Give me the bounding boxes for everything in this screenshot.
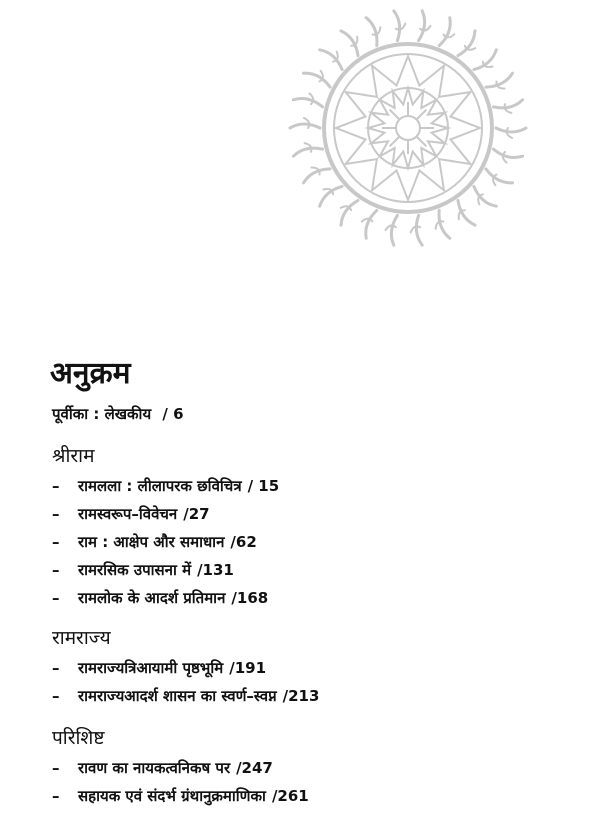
entry-title: रामलला : लीलापरक छविचित्र bbox=[78, 477, 242, 495]
dash-marker: – bbox=[52, 505, 60, 523]
page-title: अनुक्रम bbox=[50, 356, 131, 391]
toc-entry bbox=[52, 472, 572, 500]
section-parishisht bbox=[52, 724, 572, 810]
entry-title: सहायक एवं संदर्भ ग्रंथानुक्रमाणिका bbox=[78, 787, 266, 805]
toc-entry bbox=[52, 754, 572, 782]
ornament-part bbox=[304, 169, 331, 183]
ornament-part bbox=[458, 31, 475, 56]
dash-marker: – bbox=[52, 561, 60, 579]
entry-title: रामराज्यत्रिआयामी पृष्ठभूमि bbox=[78, 659, 224, 677]
entry-title: रामराज्यआदर्श शासन का स्वर्ण–स्वप्न bbox=[78, 687, 277, 705]
sun-mandala-icon bbox=[284, 4, 532, 252]
entry-title: रामस्वरूप–विवेचन bbox=[78, 505, 178, 523]
ornament-part bbox=[439, 210, 450, 238]
preface-page: / 6 bbox=[162, 405, 184, 423]
ornament-part bbox=[368, 88, 448, 168]
dash-marker: – bbox=[52, 589, 60, 607]
ornament-part bbox=[486, 73, 513, 87]
ornament-part bbox=[334, 54, 482, 202]
ornament-part bbox=[390, 137, 400, 147]
entry-page: /261 bbox=[271, 787, 309, 805]
ornament-part bbox=[417, 137, 427, 147]
dash-marker: – bbox=[52, 787, 60, 805]
entry-page: /213 bbox=[282, 687, 320, 705]
ornament-part bbox=[304, 73, 331, 87]
ornament-part bbox=[396, 116, 420, 140]
dash-marker: – bbox=[52, 759, 60, 777]
toc-entry bbox=[52, 556, 572, 584]
ornament-part bbox=[439, 18, 450, 46]
section-heading: रामराज्य bbox=[52, 627, 111, 649]
entry-page: /191 bbox=[229, 659, 267, 677]
toc-entry bbox=[52, 654, 572, 682]
toc-entry bbox=[52, 528, 572, 556]
dash-marker: – bbox=[52, 659, 60, 677]
entry-page: /27 bbox=[183, 505, 210, 523]
entry-list bbox=[52, 654, 572, 710]
section-ramrajya bbox=[52, 624, 572, 710]
dash-marker: – bbox=[52, 477, 60, 495]
dash-marker: – bbox=[52, 687, 60, 705]
entry-page: /62 bbox=[230, 533, 257, 551]
entry-title: राम : आक्षेप और समाधान bbox=[78, 533, 225, 551]
ornament-part bbox=[336, 56, 480, 200]
ornament-part bbox=[474, 186, 496, 206]
ornament-part bbox=[417, 110, 427, 120]
ornament-part bbox=[366, 210, 377, 238]
entry-title: रामरसिक उपासना में bbox=[78, 561, 192, 579]
entry-page: /247 bbox=[236, 759, 273, 777]
ornament-part bbox=[416, 215, 422, 245]
entry-list bbox=[52, 754, 572, 810]
entry-title: रावण का नायकत्वनिकष पर bbox=[78, 759, 231, 777]
ornament-part bbox=[293, 148, 322, 156]
toc-entry bbox=[52, 782, 572, 810]
entry-page: /131 bbox=[197, 561, 234, 579]
preface-entry bbox=[52, 402, 184, 426]
section-heading: श्रीराम bbox=[52, 445, 95, 467]
ornament-part bbox=[419, 11, 425, 41]
entry-page: /168 bbox=[231, 589, 269, 607]
ornament-part bbox=[341, 200, 358, 225]
toc-entry bbox=[52, 682, 572, 710]
ornament-part bbox=[293, 99, 322, 107]
section-heading: परिशिष्ट bbox=[52, 727, 105, 749]
dash-marker: – bbox=[52, 533, 60, 551]
toc-entry bbox=[52, 500, 572, 528]
ornament-part bbox=[366, 18, 377, 46]
entry-list bbox=[52, 472, 572, 612]
section-shriram bbox=[52, 442, 572, 612]
toc-entry bbox=[52, 584, 572, 612]
ornament-part bbox=[493, 149, 522, 157]
entry-title: रामलोक के आदर्श प्रतिमान bbox=[78, 589, 226, 607]
ornament-part bbox=[320, 50, 342, 70]
ornament-part bbox=[390, 110, 400, 120]
entry-page: / 15 bbox=[247, 477, 280, 495]
ornament-part bbox=[486, 169, 513, 183]
ornament-part bbox=[324, 44, 492, 212]
ornament-part bbox=[493, 100, 522, 108]
ornament-part bbox=[391, 215, 397, 245]
ornament-part bbox=[290, 124, 320, 128]
ornament-part bbox=[394, 11, 400, 41]
preface-title: पूर्वीका : लेखकीय bbox=[52, 405, 152, 423]
ornament-part bbox=[496, 128, 526, 132]
